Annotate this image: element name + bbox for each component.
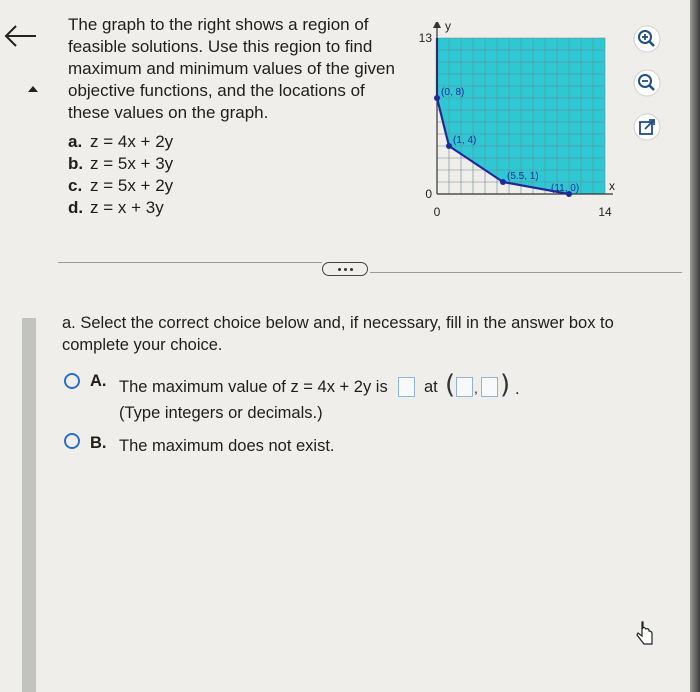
dot [344,268,347,271]
instruction-line: complete your choice. [62,336,223,354]
x-coordinate-input[interactable] [456,377,473,397]
question-text [68,14,408,124]
max-value-input[interactable] [398,377,415,397]
option-b-radio[interactable] [64,433,80,449]
x-axis-label: x [609,179,615,193]
option-a-at-text: at [424,378,438,396]
zoom-in-icon[interactable] [632,24,662,54]
function-item [68,153,173,175]
question-line: maximum and minimum values of the given [68,59,395,78]
screen-edge [690,0,700,692]
part-a-instruction [62,312,662,356]
section-divider [58,262,322,263]
option-a-text: The maximum value of z = 4x + 2y is [119,378,388,396]
question-line: objective functions, and the locations of [68,81,365,100]
feasible-region-graph [405,22,635,222]
x-origin-tick-label: 0 [433,205,441,219]
function-label: b. [68,154,84,173]
function-label: d. [68,198,84,217]
option-a-period: . [515,380,520,398]
question-line: these values on the graph. [68,103,269,122]
vertex-label: (0, 8) [441,87,465,98]
option-a-hint: (Type integers or decimals.) [119,404,323,422]
function-item [68,131,173,153]
back-arrow-icon[interactable] [2,22,38,50]
y-coordinate-input[interactable] [481,377,498,397]
external-link-icon[interactable] [632,112,662,142]
instruction-line: a. Select the correct choice below and, if necessary, fill in the answer box to [62,314,614,332]
function-expr: z = 5x + 2y [90,176,174,195]
caret-up-icon[interactable] [27,84,39,94]
question-line: The graph to the right shows a region of [68,15,369,34]
mouse-cursor-icon [636,620,654,646]
y-axis-arrow [433,22,441,28]
y-axis-label: y [445,22,451,33]
function-item [68,175,173,197]
vertex-label: (5.5, 1) [507,171,539,182]
open-paren: ( [445,370,456,400]
function-label: c. [68,176,83,195]
dot [350,268,353,271]
expand-more-button[interactable] [322,262,368,276]
question-line: feasible solutions. Use this region to find [68,37,373,56]
vertex-label: (1, 4) [453,135,477,146]
option-b-text: The maximum does not exist. [119,437,335,455]
vertex-label: (11, 0) [551,183,580,194]
close-paren: ) [500,370,511,400]
function-expr: z = 5x + 3y [90,154,174,173]
vertex-point [500,179,506,185]
x-max-tick-label: 14 [598,205,612,219]
vertex-point [434,95,440,101]
vertex-point [446,143,452,149]
function-expr: z = x + 3y [90,198,164,217]
comma: , [474,380,478,396]
scrollbar-track[interactable] [22,318,36,692]
dot [338,268,341,271]
option-a-radio[interactable] [64,373,80,389]
objective-function-list [68,131,173,219]
y-max-tick-label: 13 [418,31,432,45]
function-label: a. [68,132,83,151]
option-a-letter: A. [90,372,107,390]
function-expr: z = 4x + 2y [90,132,174,151]
section-divider [370,272,682,273]
zoom-out-icon[interactable] [632,68,662,98]
function-item [68,197,173,219]
option-b-letter: B. [90,434,107,452]
y-origin-tick-label: 0 [425,187,432,201]
